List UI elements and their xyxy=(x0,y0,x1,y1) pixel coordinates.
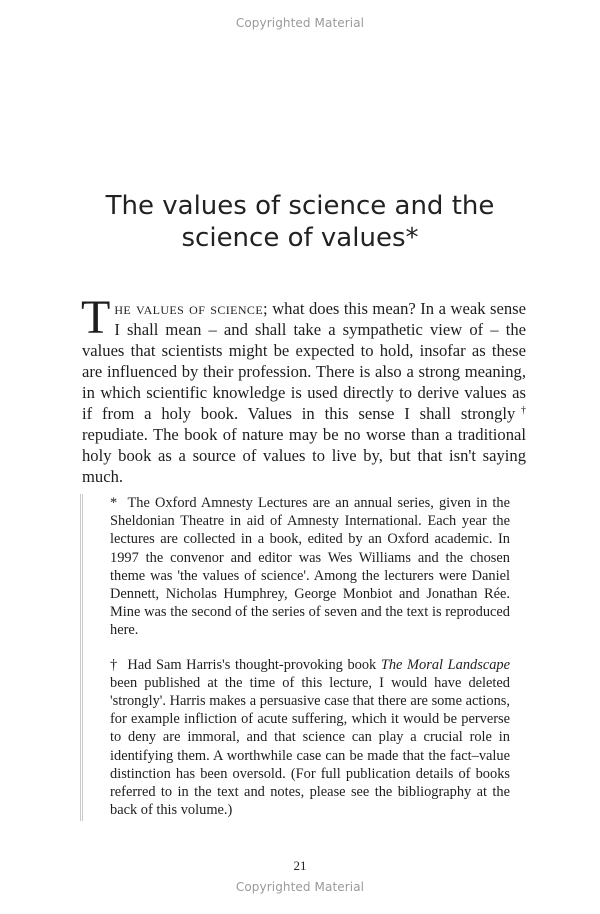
footnote-side-rule xyxy=(80,494,83,821)
page-number: 21 xyxy=(293,858,307,873)
dagger-footnote-mark: † xyxy=(515,405,527,416)
footnote-marker: * xyxy=(110,495,118,511)
footnote-asterisk xyxy=(110,494,510,640)
chapter-title-line-1: The values of science and the xyxy=(105,191,495,221)
body-paragraph xyxy=(81,291,527,487)
footnote-text-after-title: been published at the time of this lecture, I would have deleted 'strongly'. Harris makes a persuasive case that there are some actions, for example infliction of acute suffering, which it would be perverse to deny are immoral, and that science can play a crucial role in identifying them. A worthwhile case can be made that the fact–value distinction has been oversold. (For full publication details of books referred to in the text and notes, please see the bibliography at the back of this volume.) xyxy=(110,674,510,819)
chapter-title-line-2: science of values* xyxy=(181,223,419,253)
footnote-dagger xyxy=(110,656,510,820)
watermark-bottom: Copyrighted Material xyxy=(235,880,365,894)
footnote-text-before-title: Had Sam Harris's thought-provoking book xyxy=(127,656,381,673)
chapter-title xyxy=(60,190,540,254)
footnotes xyxy=(110,494,510,835)
book-title: The Moral Landscape xyxy=(380,656,510,673)
drop-cap: T xyxy=(81,291,111,344)
body-text-part-2: repudiate. The book of nature may be no worse than a traditional holy book as a source of values to live by, but that isn't saying much. xyxy=(82,425,526,486)
watermark-top: Copyrighted Material xyxy=(235,16,365,30)
footnote-text: The Oxford Amnesty Lectures are an annual series, given in the Sheldonian Theatre in aid of Amnesty International. Each year the lectures are collected in a book, edited by an Oxford academic. In 1997 the convenor and editor was Wes Williams and the chosen theme was 'the values of science'. Among the lecturers were Daniel Dennett, Nicholas Humphrey, George Monbiot and Jonathan Rée. Mine was the second of the series of seven and the text is reproduced here. xyxy=(110,495,510,639)
body-text-part-1: ; what does this mean? In a weak sense I shall mean – and shall take a sympathetic view of – the values that scientists might be expected to hold, insofar as these are influenced by their profession. There is also a strong meaning, in which scientific knowledge is used directly to derive values as if from a holy book. Values in this sense I shall strongly xyxy=(82,299,526,423)
smallcaps-lead: he values of science xyxy=(114,299,264,318)
footnote-marker: † xyxy=(110,656,119,673)
